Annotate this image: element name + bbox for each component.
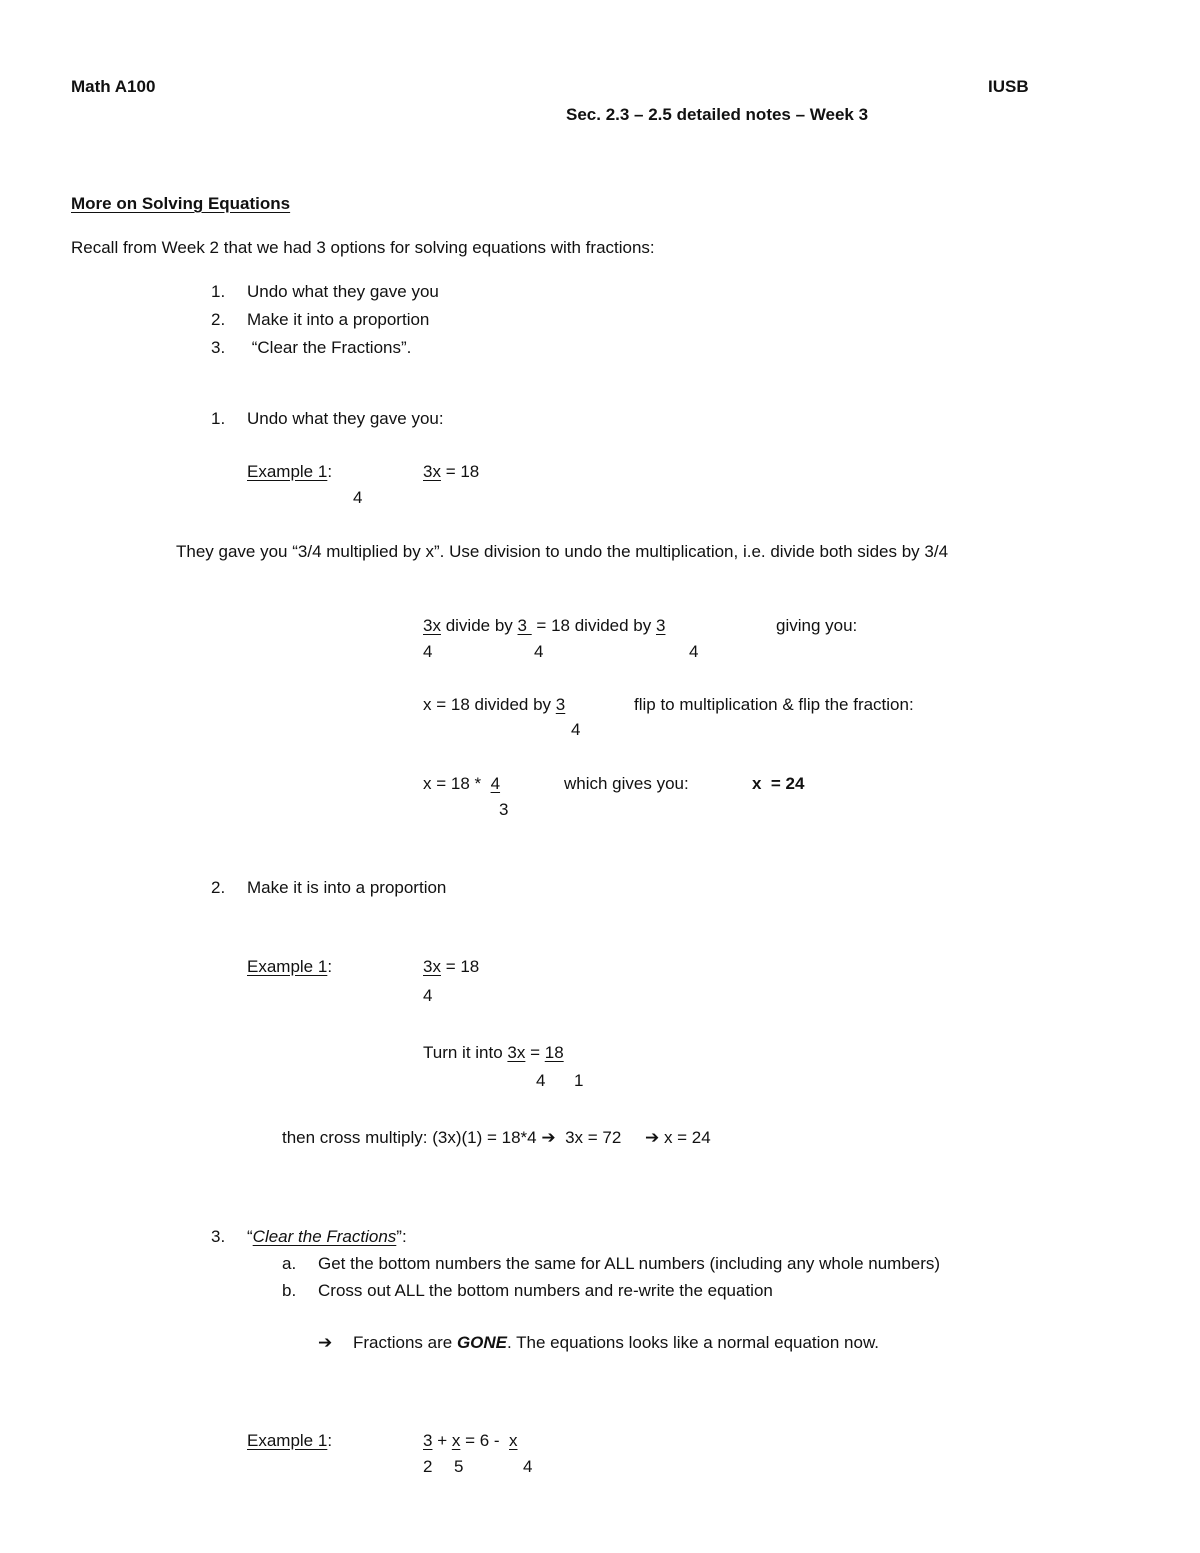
result: x = 24 <box>752 774 805 793</box>
proportion-equation: Turn it into 3x = 18 <box>423 1043 564 1062</box>
section-title: More on Solving Equations <box>71 194 291 213</box>
list-item-number: 3. <box>211 338 226 357</box>
list-item-number: 1. <box>211 282 226 301</box>
arrow-icon: ➔ <box>541 1128 556 1147</box>
part-heading: “Clear the Fractions”: <box>247 1227 407 1246</box>
equation-denominator: 5 <box>454 1457 464 1476</box>
step-note: flip to multiplication & flip the fraction: <box>634 695 914 714</box>
intro-text: Recall from Week 2 that we had 3 options for solving equations with fractions: <box>71 238 655 257</box>
step-denominator: 3 <box>499 800 509 819</box>
equation: 3 + x = 6 - x <box>423 1431 518 1450</box>
equation-denominator: 4 <box>423 986 433 1005</box>
part-heading: Undo what they gave you: <box>247 409 444 428</box>
step-note: which gives you: <box>564 774 689 793</box>
equation-denominator: 4 <box>523 1457 533 1476</box>
step-denominator: 4 <box>571 720 581 739</box>
example-label: Example 1: <box>247 462 333 481</box>
proportion-denominator: 4 <box>536 1071 546 1090</box>
arrow-icon: ➔ <box>318 1333 333 1352</box>
equation-denominator: 2 <box>423 1457 433 1476</box>
proportion-denominator: 1 <box>574 1071 584 1090</box>
equation: 3x = 18 <box>423 462 480 481</box>
list-item: Undo what they gave you <box>247 282 439 301</box>
example-label: Example 1: <box>247 1431 333 1450</box>
part-heading: Make it is into a proportion <box>247 878 447 897</box>
step-denominator: 4 <box>534 642 544 661</box>
step-equation: x = 18 * 4 <box>423 774 501 793</box>
step-denominator: 4 <box>423 642 433 661</box>
step-equation: x = 18 divided by 3 <box>423 695 566 714</box>
part-number: 1. <box>211 409 226 428</box>
sub-item-letter: a. <box>282 1254 297 1273</box>
sub-item: Cross out ALL the bottom numbers and re-write the equation <box>318 1281 773 1300</box>
equation: 3x = 18 <box>423 957 480 976</box>
list-item: Make it into a proportion <box>247 310 430 329</box>
course-title: Math A100 <box>71 77 156 96</box>
sub-item: Get the bottom numbers the same for ALL numbers (including any whole numbers) <box>318 1254 941 1273</box>
arrow-icon: ➔ <box>644 1128 660 1147</box>
list-item-number: 2. <box>211 310 226 329</box>
step-note: giving you: <box>776 616 858 635</box>
part-number: 2. <box>211 878 226 897</box>
part-number: 3. <box>211 1227 226 1246</box>
gone-statement: Fractions are GONE. The equations looks like a normal equation now. <box>353 1333 880 1352</box>
list-item: “Clear the Fractions”. <box>247 338 412 357</box>
explanation-text: They gave you “3/4 multiplied by x”. Use division to undo the multiplication, i.e. divide both sides by 3/4 <box>176 542 949 561</box>
school-name: IUSB <box>988 77 1029 96</box>
step-equation: 3x divide by 3 = 18 divided by 3 <box>423 616 666 635</box>
example-label: Example 1: <box>247 957 333 976</box>
cross-multiply-line: then cross multiply: (3x)(1) = 18*4 ➔ 3x = 72 ➔ x = 24 <box>282 1128 711 1147</box>
sub-item-letter: b. <box>282 1281 297 1300</box>
equation-denominator: 4 <box>353 488 363 507</box>
step-denominator: 4 <box>689 642 699 661</box>
page-subtitle: Sec. 2.3 – 2.5 detailed notes – Week 3 <box>566 105 869 124</box>
